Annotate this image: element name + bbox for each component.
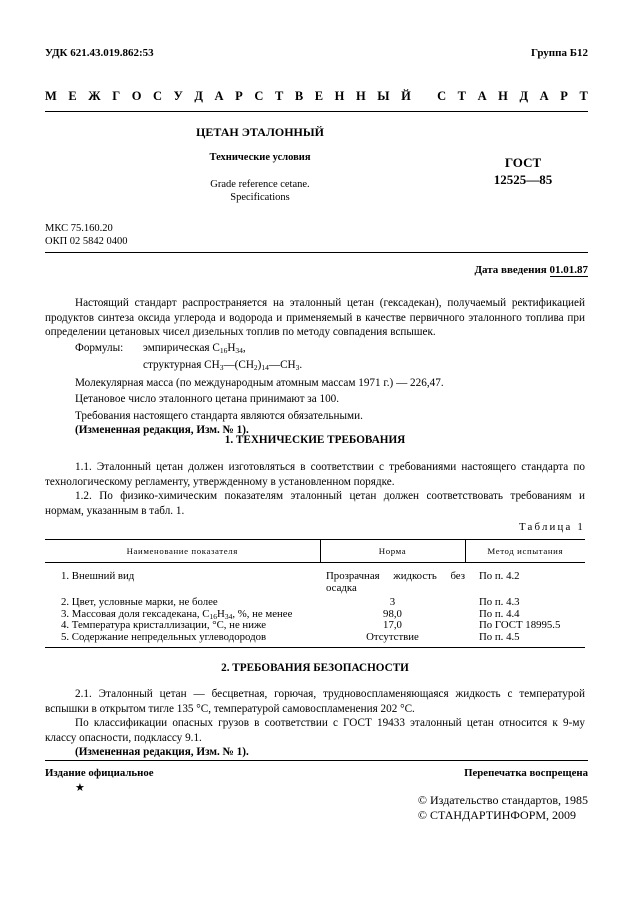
mandatory-note: Требования настоящего стандарта являются обязательными. <box>75 409 363 422</box>
header-indicator: Наименование показателя <box>45 540 320 563</box>
copyright-block <box>418 793 588 823</box>
mks-code: МКС 75.160.20 <box>45 223 113 234</box>
table-row <box>45 594 585 609</box>
footer-divider <box>45 760 588 761</box>
table-1 <box>45 539 585 648</box>
udk-code: УДК 621.43.019.862:53 <box>45 47 154 59</box>
row4-norm: 17,0 <box>383 619 402 632</box>
banner-letter: О <box>131 89 142 103</box>
banner-letter: У <box>173 89 183 103</box>
table-row <box>45 563 585 595</box>
header-norm: Норма <box>320 540 465 563</box>
formula-empirical <box>45 341 585 356</box>
section1-body <box>45 460 585 518</box>
english-title-line2: Specifications <box>230 192 290 203</box>
clause-2-1: 2.1. Эталонный цетан — бесцветная, горючая, трудновоспламеняющаяся жидкость с температурой вспышки в открытом тигле 135 °С, температурой самовоспламенения 202 °С. <box>45 688 585 715</box>
table-row <box>45 632 585 647</box>
banner-letter: Е <box>68 89 77 103</box>
banner-letter: В <box>294 89 304 103</box>
banner-letter: Е <box>314 89 324 103</box>
banner-letter: Т <box>274 89 284 103</box>
banner-letter: Т <box>579 89 588 103</box>
molar-mass: Молекулярная масса (по международным атомным массам 1971 г.) — 226,47. <box>75 376 444 389</box>
banner-divider <box>45 111 588 112</box>
banner-letter: Й <box>401 89 411 103</box>
copyright-1985: © Издательство стандартов, 1985 <box>417 793 588 807</box>
row5-method: По п. 4.5 <box>465 632 585 647</box>
official-edition: Издание официальное <box>45 767 154 779</box>
intro-section <box>45 296 585 438</box>
gost-designation <box>478 154 568 188</box>
clause-1-1: 1.1. Эталонный цетан должен изготовляться в соответствии с требованиями настоящего стандарта по технологическому регламенту, утвержденному в установленном порядке. <box>45 461 585 488</box>
group-code: Группа Б12 <box>531 47 588 59</box>
structural-mid: —(CH <box>223 359 254 371</box>
banner-letter: М <box>45 89 57 103</box>
banner-letter: Р <box>235 89 243 103</box>
row3-method: По п. 4.4 <box>479 607 520 620</box>
section2-amendment: (Измененная редакция, Изм. № 1). <box>75 746 249 758</box>
codes-divider <box>45 252 588 253</box>
introduction-date <box>474 264 588 276</box>
banner-letter: А <box>477 89 487 103</box>
banner-letter: Д <box>519 89 529 103</box>
banner-letter: С <box>437 89 447 103</box>
row4-name: 4. Температура кристаллизации, °С, не ниже <box>61 619 267 632</box>
banner-letter: Ж <box>88 89 101 103</box>
section2-body <box>45 687 585 760</box>
clause-2-hazard: По классификации опасных грузов в соответствии с ГОСТ 19433 эталонный цетан относится к 9-му классу опасности, подклассу 9.1. <box>45 717 585 744</box>
row2-method: По п. 4.3 <box>479 596 520 609</box>
row1-norm: Прозрачная жидкость без осадка <box>326 570 465 594</box>
banner-letter: А <box>214 89 224 103</box>
structural-sub-3: 14 <box>261 363 269 372</box>
english-title-line1: Grade reference cetane. <box>210 179 310 190</box>
section2-heading: 2. ТРЕБОВАНИЯ БЕЗОПАСНОСТИ <box>221 662 409 674</box>
row3-sub-h: 34 <box>224 611 233 621</box>
banner-letter: Т <box>457 89 467 103</box>
copyright-2009: © СТАНДАРТИНФОРМ, 2009 <box>417 808 577 822</box>
star-mark: ★ <box>75 782 85 794</box>
row3-name-pre: 3. Массовая доля гексадекана, C <box>61 607 210 620</box>
document-title: ЦЕТАН ЭТАЛОННЫЙ <box>195 125 324 139</box>
banner-letter: Г <box>112 89 121 103</box>
cetane-number: Цетановое число эталонного цетана принимают за 100. <box>75 393 340 405</box>
row2-norm: 3 <box>389 596 396 609</box>
empirical-label: эмпирическая C <box>143 341 220 354</box>
table1-caption: Таблица 1 <box>519 521 585 533</box>
gost-label: ГОСТ <box>504 155 542 170</box>
row3-name-post: , %, не менее <box>232 607 293 620</box>
banner-gap <box>422 89 425 104</box>
row3-name-h: H <box>217 607 225 620</box>
structural-sub-1: 3 <box>219 363 224 372</box>
row1-name: 1. Внешний вид <box>61 570 135 582</box>
row1-method: По п. 4.2 <box>479 570 520 582</box>
clause-1-2: 1.2. По физико-химическим показателям эталонный цетан должен соответствовать требованиям и нормам, указанным в табл. 1. <box>45 490 585 517</box>
structural-sub-2: 2 <box>253 363 258 372</box>
classification-codes <box>45 222 128 248</box>
banner-letter: Н <box>334 89 345 103</box>
row2-name: 2. Цвет, условные марки, не более <box>61 596 218 609</box>
row3-norm: 98,0 <box>383 607 402 620</box>
empirical-end: , <box>242 341 246 354</box>
formula-structural <box>45 358 585 373</box>
empirical-sub-h: 34 <box>235 345 243 355</box>
row4-method: По ГОСТ 18995.5 <box>479 619 561 632</box>
banner-letter: Н <box>355 89 366 103</box>
banner-letter: Д <box>194 89 203 103</box>
structural-mid2: ) <box>257 359 262 371</box>
structural-label: структурная CH <box>143 359 220 371</box>
structural-mid3: —CH <box>268 359 296 371</box>
structural-sub-4: 3 <box>295 363 300 372</box>
reprint-prohibited: Перепечатка воспрещена <box>464 767 588 779</box>
banner-letter: С <box>254 89 264 103</box>
banner-letter: А <box>539 89 549 103</box>
formulas-label: Формулы: <box>75 341 124 354</box>
english-title <box>150 178 370 204</box>
banner-letter: Ы <box>377 89 390 103</box>
empirical-h: H <box>227 341 236 354</box>
section1-heading: 1. ТЕХНИЧЕСКИЕ ТРЕБОВАНИЯ <box>224 434 406 446</box>
structural-end: . <box>299 359 303 371</box>
banner-letter: С <box>153 89 163 103</box>
amendment-note: (Измененная редакция, Изм. № 1). <box>75 424 249 436</box>
row5-norm: Отсутствие <box>320 632 465 647</box>
row5-name: 5. Содержание непредельных углеводородов <box>45 632 320 647</box>
introduction-date-value: 01.01.87 <box>549 264 588 276</box>
document-subtitle: Технические условия <box>209 152 311 163</box>
scope-paragraph: Настоящий стандарт распространяется на эталонный цетан (гексадекан), получаемый ректификацией продуктов синтеза оксида углерода и водорода и применяемый в качестве первичного эталонного топлива при определении цетановых чисел дизельных топлив по методу совпадения вспышек. <box>45 297 585 338</box>
header-method: Метод испытания <box>465 540 585 563</box>
introduction-date-label: Дата введения <box>474 264 547 276</box>
row3-sub-c: 16 <box>209 611 217 621</box>
gost-number: 12525—85 <box>493 172 553 187</box>
banner-letter: Н <box>498 89 508 103</box>
okp-code: ОКП 02 5842 0400 <box>45 236 128 247</box>
empirical-sub-c: 16 <box>219 345 228 355</box>
interstate-standard-banner <box>45 89 588 104</box>
table-header-row <box>45 540 585 563</box>
banner-letter: Р <box>560 89 568 103</box>
